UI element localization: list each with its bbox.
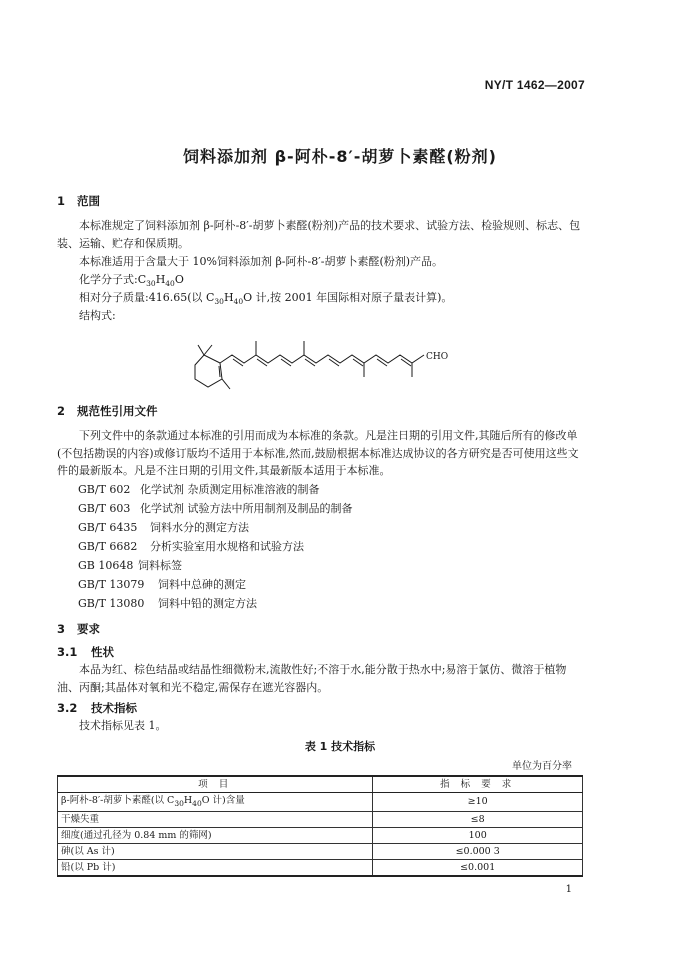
mw-text-a: 相对分子质量:416.65(以 C [79,291,215,304]
double-bond [257,359,267,366]
row-value: ≤0.000 3 [373,843,583,859]
double-bond [401,359,411,366]
double-bond [305,359,315,366]
formula-c: C [137,273,147,286]
mw-h-sub: 40 [233,297,244,307]
row-value: ≥10 [373,793,583,812]
column-header-item: 项 目 [58,776,373,793]
section-heading-normative-references [57,403,158,419]
table-row [58,843,583,859]
methyl-2 [204,345,212,355]
reference-code: GB/T 602 [78,483,131,496]
reference-code: GB/T 6682 [78,540,138,553]
reference-title: 饲料水分的测定方法 [150,521,249,534]
section-number: 1 [57,194,66,208]
section-title: 规范性引用文件 [77,404,158,418]
table-title: 表 1 技术指标 [304,740,376,753]
ring-double-bond [219,366,220,377]
subsection-title: 性状 [91,645,115,659]
subsection-title: 技术指标 [91,701,138,715]
section-heading-requirements [57,621,100,637]
reference-code: GB/T 13080 [78,597,145,610]
aldehyde-label: CHO [426,352,449,362]
methyl-1 [198,345,204,355]
technical-indicators-table [57,775,583,877]
mw-c-sub: 30 [214,297,224,307]
table-row [58,827,583,843]
document-title: 饲料添加剂 β-阿朴-8′-胡萝卜素醛(粉剂) [183,147,497,166]
reference-title: 分析实验室用水规格和试验方法 [150,540,304,553]
double-bond [281,359,291,366]
formula-o: O [174,273,184,286]
row-item: 干燥失重 [58,811,373,827]
table-unit: 单位为百分率 [512,761,572,772]
polyene-chain [220,355,424,363]
section-title: 要求 [77,622,101,636]
row-value: ≤8 [373,811,583,827]
subsection-number: 3.2 [57,701,78,715]
reference-item [78,595,257,612]
double-bond [377,359,387,366]
section-number: 3 [57,622,66,636]
structure-label: 结构式: [79,309,116,322]
reference-item [78,557,182,574]
reference-item [78,519,249,536]
mw-text-b: H [223,291,234,304]
formula-c-sub: 30 [146,279,156,289]
subsection-heading-technical-indicators [57,700,137,716]
page-number: 1 [565,884,572,895]
subsection-number: 3.1 [57,645,78,659]
reference-code: GB/T 603 [78,502,131,515]
double-bond [353,359,363,366]
reference-title: 化学试剂 试验方法中所用制剂及制品的制备 [140,502,353,515]
reference-item [78,576,246,593]
reference-title: 饲料中铅的测定方法 [158,597,257,610]
reference-title: 化学试剂 杂质测定用标准溶液的制备 [140,483,320,496]
formula-h-sub: 40 [165,279,175,289]
reference-title: 饲料标签 [138,559,182,572]
table-header-row [58,776,583,793]
reference-code: GB 10648 [78,559,134,572]
double-bond [233,359,243,366]
row-item: 砷(以 As 计) [58,843,373,859]
row-value: ≤0.001 [373,859,583,876]
standard-code: NY/T 1462—2007 [484,78,585,92]
row-item [58,793,373,812]
formula-label: 化学分子式: [79,273,138,286]
section-heading-scope [57,193,100,209]
row-item: 细度(通过孔径为 0.84 mm 的筛网) [58,827,373,843]
reference-item [78,500,353,517]
reference-title: 饲料中总砷的测定 [158,578,246,591]
row-item-text-b: H [183,795,193,806]
reference-code: GB/T 13079 [78,578,145,591]
table-row [58,793,583,812]
column-header-requirement: 指 标 要 求 [373,776,583,793]
scope-paragraph-2: 本标准适用于含量大于 10%饲料添加剂 β-阿朴-8′-胡萝卜素醛(粉剂)产品。 [79,255,444,268]
appearance-paragraph: 本品为红、棕色结晶或结晶性细微粉末,流散性好;不溶于水,能分散于热水中;易溶于氯仿、微溶于植物油、丙酮;其晶体对氧和光不稳定,需保存在遮光容器内。 [57,663,567,694]
row-value: 100 [373,827,583,843]
row-item-sub-2: 40 [192,798,202,808]
reference-item [78,538,304,555]
row-item: 铅(以 Pb 计) [58,859,373,876]
table-row [58,811,583,827]
ring-bonds [195,355,222,387]
reference-item [78,481,320,498]
subsection-heading-appearance [57,644,114,660]
row-item-text-c: O 计)含量 [201,795,245,806]
structural-formula-diagram [190,335,450,397]
section-title: 范围 [77,194,101,208]
double-bond [329,359,339,366]
formula-h: H [155,273,166,286]
references-paragraph: 下列文件中的条款通过本标准的引用而成为本标准的条款。凡是注日期的引用文件,其随后所有的修改单(不包括勘误的内容)或修订版均不适用于本标准,然而,鼓励根据本标准达成协议的各方研究是否可使用这些文件的最新版本。凡是不注日期的引用文件,其最新版本适用于本标准。 [57,429,579,477]
row-item-sub-1: 30 [174,798,184,808]
methyl-3 [222,379,230,389]
scope-paragraph-1: 本标准规定了饲料添加剂 β-阿朴-8′-胡萝卜素醛(粉剂)产品的技术要求、试验方法、检验规则、标志、包装、运输、贮存和保质期。 [57,219,581,250]
row-item-text-a: β-阿朴-8′-胡萝卜素醛(以 C [61,795,175,806]
mw-text-c: O 计,按 2001 年国际相对原子量表计算)。 [243,291,453,304]
reference-code: GB/T 6435 [78,521,138,534]
section-number: 2 [57,404,66,418]
table-row [58,859,583,876]
technical-indicators-paragraph: 技术指标见表 1。 [79,719,167,732]
